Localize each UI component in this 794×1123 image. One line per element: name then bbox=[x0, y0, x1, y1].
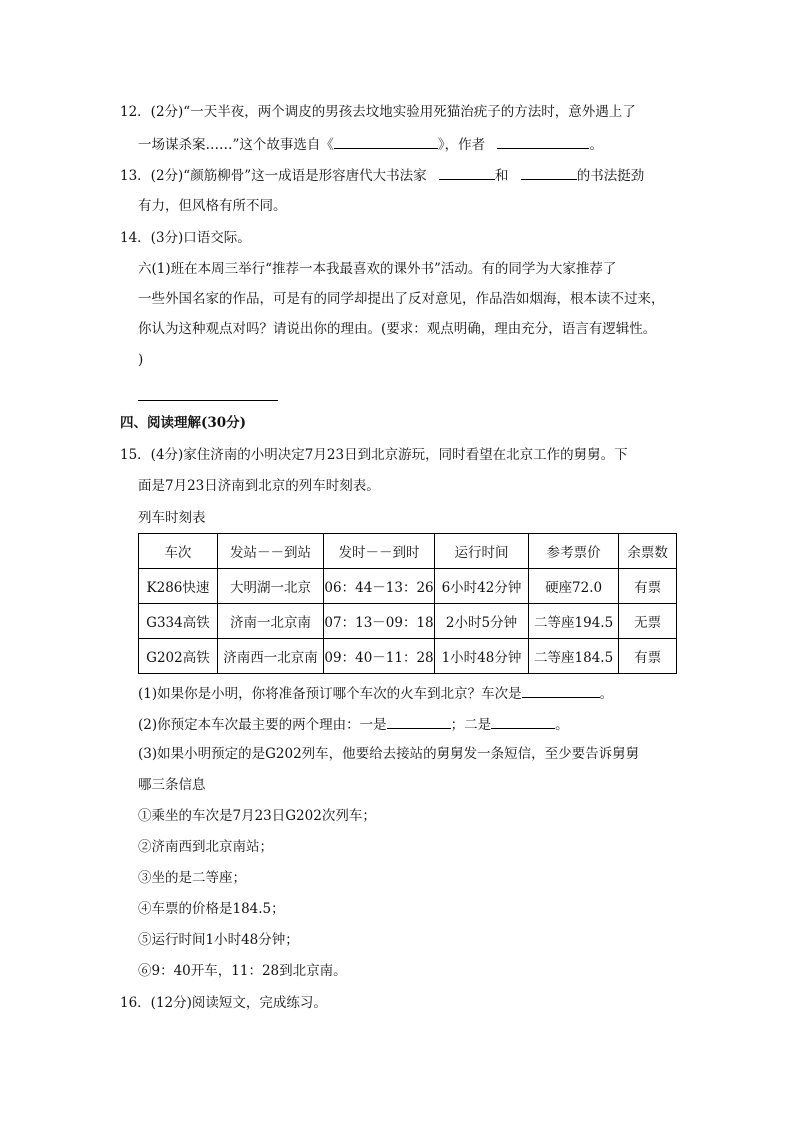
answer-item: ③坐的是二等座； bbox=[138, 870, 246, 886]
cell: 2小时5分钟 bbox=[435, 604, 529, 639]
q15-sub1-text-a: (1)如果你是小明，你将准备预订哪个车次的火车到北京？车次是 bbox=[138, 686, 522, 702]
answer-item: ⑤运行时间1小时48分钟； bbox=[138, 932, 299, 948]
answer-item: ②济南西到北京南站； bbox=[138, 839, 273, 855]
cell: 有票 bbox=[619, 569, 677, 604]
cell: 二等座194.5 bbox=[528, 604, 618, 639]
q15-sub3-line1: (3)如果小明预定的是G202列车，他要给去接站的舅舅发一条短信，至少要告诉舅舅 bbox=[138, 746, 640, 762]
table-row bbox=[139, 604, 677, 639]
q13-blank-1[interactable] bbox=[439, 164, 495, 180]
train-timetable bbox=[138, 533, 677, 674]
section-title: 四、阅读理解(30分) bbox=[120, 415, 247, 431]
q13-line2: 有力，但风格有所不同。 bbox=[138, 198, 287, 214]
q14-line1: 14．(3分)口语交际。 bbox=[120, 230, 251, 246]
q13-line1-text-b: 和 bbox=[494, 168, 509, 184]
q14-line2: 六(1)班在本周三举行“推荐一本我最喜欢的课外书”活动。有的同学为大家推荐了 bbox=[138, 261, 617, 277]
cell: 06：44－13：26 bbox=[324, 569, 435, 604]
q15-line2: 面是7月23日济南到北京的列车时刻表。 bbox=[138, 478, 380, 494]
q12-line2 bbox=[138, 133, 603, 155]
header-cell: 发站－－到站 bbox=[217, 534, 323, 569]
cell: G334高铁 bbox=[139, 604, 218, 639]
cell: 有票 bbox=[619, 639, 677, 674]
cell: 无票 bbox=[619, 604, 677, 639]
q15-sub1-text-b: 。 bbox=[599, 686, 614, 702]
cell: 6小时42分钟 bbox=[435, 569, 529, 604]
header-cell: 车次 bbox=[139, 534, 218, 569]
answer-item: ①乘坐的车次是7月23日G202次列车； bbox=[138, 808, 376, 824]
q12-line2-text-b: 》，作者 bbox=[437, 137, 486, 153]
answer-item: ④车票的价格是184.5； bbox=[138, 901, 285, 917]
q12-line1: 12．(2分)“一天半夜，两个调皮的男孩去坟地实验用死猫治疣子的方法时，意外遇上了 bbox=[120, 104, 636, 120]
q14-answer-line[interactable] bbox=[138, 400, 278, 401]
q14-line3: 一些外国名家的作品，可是有的同学却提出了反对意见，作品浩如烟海，根本读不过来， bbox=[138, 291, 665, 307]
q15-sub3-line2: 哪三条信息 bbox=[138, 777, 206, 793]
q15-blank-train[interactable] bbox=[522, 682, 600, 698]
cell: 硬座72.0 bbox=[528, 569, 618, 604]
header-cell: 参考票价 bbox=[528, 534, 618, 569]
q15-blank-reason1[interactable] bbox=[387, 713, 451, 729]
table-row bbox=[139, 569, 677, 604]
q13-line1 bbox=[120, 164, 644, 186]
q15-sub2-text-b: ；二是 bbox=[450, 717, 492, 733]
cell: K286快速 bbox=[139, 569, 218, 604]
header-cell: 运行时间 bbox=[435, 534, 529, 569]
q15-sub2-text-a: (2)你预定本车次最主要的两个理由：一是 bbox=[138, 717, 387, 733]
cell: 09：40－11：28 bbox=[324, 639, 435, 674]
q14-line5: ) bbox=[138, 352, 144, 368]
header-cell: 发时－－到时 bbox=[324, 534, 435, 569]
table-header-row bbox=[139, 534, 677, 569]
q12-line2-text-a: 一场谋杀案……”这个故事选自《 bbox=[138, 137, 334, 153]
q12-blank-author[interactable] bbox=[497, 133, 589, 149]
cell: G202高铁 bbox=[139, 639, 218, 674]
cell: 07：13－09：18 bbox=[324, 604, 435, 639]
cell: 二等座184.5 bbox=[528, 639, 618, 674]
q15-sub2-text-c: 。 bbox=[555, 717, 569, 733]
q12-blank-book[interactable] bbox=[334, 133, 438, 149]
table-row bbox=[139, 639, 677, 674]
q15-line1: 15．(4分)家住济南的小明决定7月23日到北京游玩，同时看望在北京工作的舅舅。下 bbox=[120, 447, 628, 463]
q16-line1: 16．(12分)阅读短文，完成练习。 bbox=[120, 995, 327, 1011]
q15-blank-reason2[interactable] bbox=[491, 713, 555, 729]
cell: 济南西一北京南 bbox=[217, 639, 323, 674]
answer-item: ⑥9：40开车，11：28到北京南。 bbox=[138, 963, 347, 979]
q14-line4: 你认为这种观点对吗？请说出你的理由。(要求：观点明确，理由充分，语言有逻辑性。 bbox=[138, 321, 657, 337]
cell: 济南一北京南 bbox=[217, 604, 323, 639]
table-caption: 列车时刻表 bbox=[138, 510, 206, 526]
cell: 大明湖一北京 bbox=[217, 569, 323, 604]
q13-blank-2[interactable] bbox=[521, 164, 577, 180]
q15-sub2 bbox=[138, 713, 569, 735]
q13-line1-text-c: 的书法挺劲 bbox=[576, 168, 645, 184]
q15-sub1 bbox=[138, 682, 613, 704]
cell: 1小时48分钟 bbox=[435, 639, 529, 674]
q12-line2-text-c: 。 bbox=[589, 137, 603, 153]
header-cell: 余票数 bbox=[619, 534, 677, 569]
q13-line1-text-a: 13．(2分)“颜筋柳骨”这一成语是形容唐代大书法家 bbox=[120, 168, 427, 184]
